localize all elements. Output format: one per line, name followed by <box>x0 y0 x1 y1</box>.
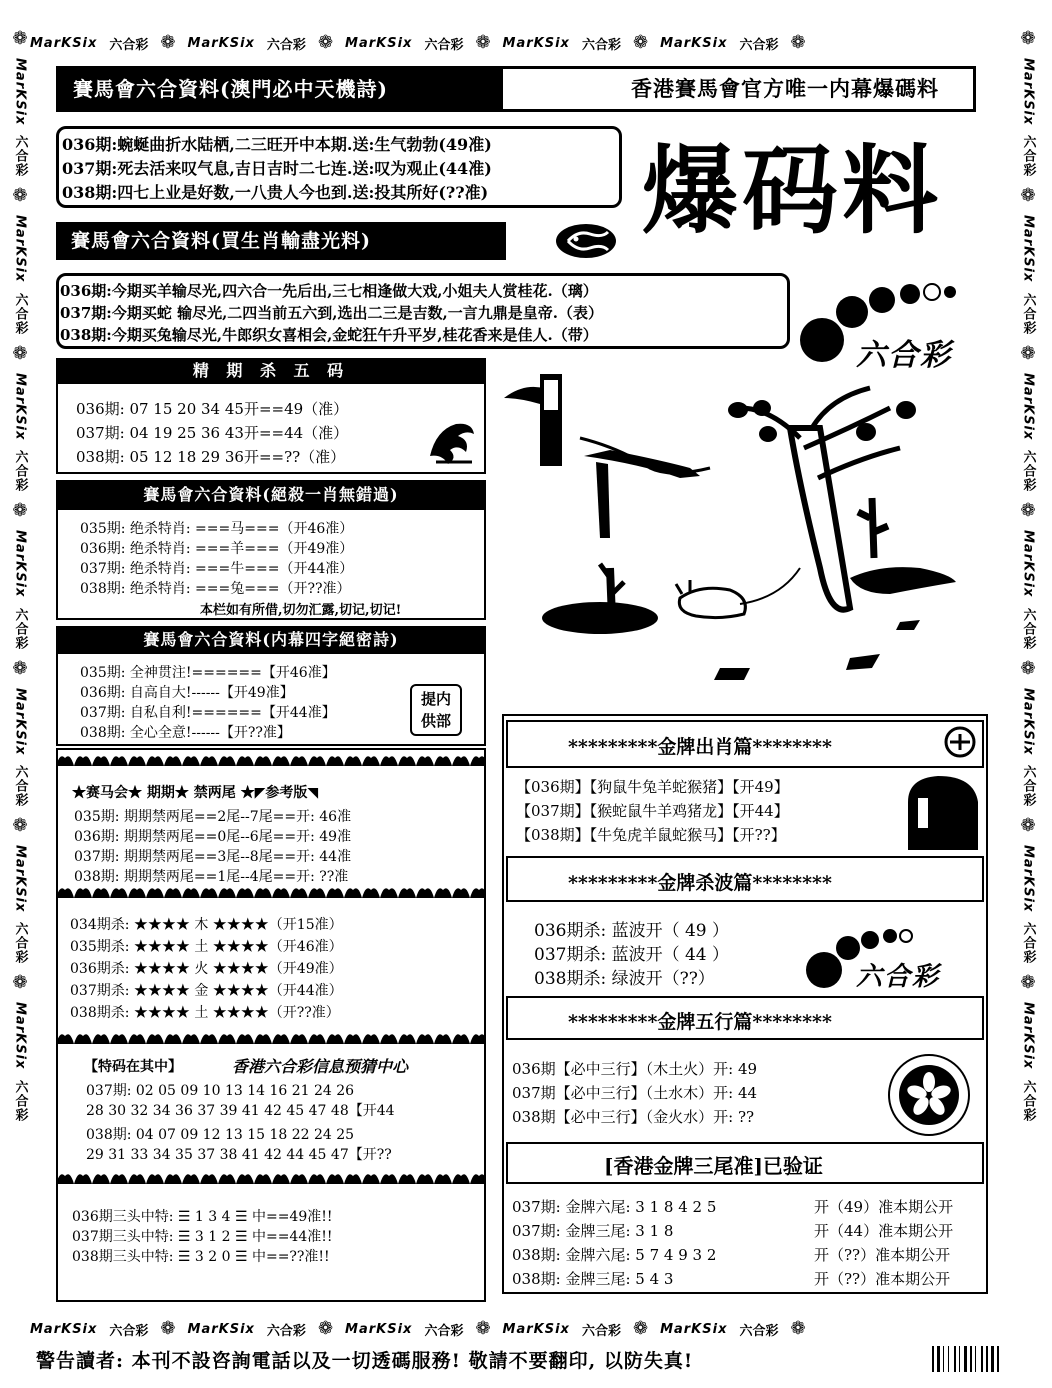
flower-icon: ❁ <box>12 657 28 679</box>
four-words-line-1: 035期: 全神贯注!======【开46准】 <box>80 665 336 681</box>
frame-brand-en: MarKSix <box>1020 530 1036 598</box>
special-line-4: 29 31 33 34 35 37 38 41 42 44 45 47【开?? <box>86 1147 392 1163</box>
flower-icon: ❁ <box>12 815 28 837</box>
internal-stamp-text: 提内供部 <box>420 690 451 730</box>
frame-brand-cn: 六合彩 <box>1020 607 1036 650</box>
wave-divider <box>56 750 486 770</box>
poem-line-3: 038期:四七上业是好数,一八贵人今也到.送:投其所好(??准) <box>62 183 489 202</box>
frame-brand-en: MarKSix <box>502 35 570 51</box>
frame-brand-cn: 六合彩 <box>1020 922 1036 965</box>
gold-tails-left-2: 037期: 金牌三尾: 3 1 8 <box>512 1222 674 1240</box>
landscape-illustration <box>500 368 960 698</box>
flower-icon: ❁ <box>475 32 491 53</box>
five-codes-header-text: 精 期 杀 五 码 <box>192 361 350 380</box>
second-banner-inner <box>59 225 503 257</box>
flower-icon: ❁ <box>12 185 28 207</box>
gold-tails-left-3: 038期: 金牌六尾: 5 7 4 9 3 2 <box>512 1246 717 1264</box>
gold-wave-header: *********金牌杀波篇******** <box>568 872 832 894</box>
wave-divider <box>56 882 486 902</box>
right-frame-strip <box>1012 30 1044 1340</box>
barcode-icon <box>930 1346 1010 1380</box>
gold-elements-line-2: 037期【必中三行】（土水木）开: 44 <box>512 1084 758 1102</box>
flower-icon: ❁ <box>1020 185 1036 207</box>
flower-icon: ❁ <box>1020 657 1036 679</box>
frame-brand-cn: 六合彩 <box>739 37 779 53</box>
four-words-line-2: 036期: 自高自大!------【开49准】 <box>80 685 294 701</box>
gold-elements-line-1: 036期【必中三行】（木土火）开: 49 <box>512 1060 758 1078</box>
five-codes-line-1: 036期: 07 15 20 34 45开==49（准） <box>76 400 349 418</box>
five-codes-header <box>56 358 486 384</box>
gold-wave-line-1: 036期杀: 蓝波开（ 49 ） <box>534 921 730 941</box>
frame-brand-en: MarKSix <box>1020 845 1036 913</box>
two-tails-line-2: 036期: 期期禁两尾==0尾--6尾==开: 49准 <box>74 829 352 845</box>
gold-zodiac-line-2: 【037期】【猴蛇鼠牛羊鸡猪龙】【开44】 <box>516 802 789 820</box>
three-heads-line-3: 038期三头中特: ☰ 3 2 0 ☰ 中==??准!! <box>72 1249 330 1265</box>
two-tails-line-1: 035期: 期期禁两尾==2尾--7尾==开: 46准 <box>74 809 352 825</box>
frame-brand-cn: 六合彩 <box>12 135 28 178</box>
zodiac-line-1: 036期:今期买羊输尽光,四六合一先后出,三七相逢做大戏,小姐夫人赏桂花.（璃） <box>60 282 598 300</box>
frame-brand-en: MarKSix <box>187 1321 255 1337</box>
frame-brand-cn: 六合彩 <box>581 37 621 53</box>
flower-icon: ❁ <box>790 32 806 53</box>
gold-elements-header: *********金牌五行篇******** <box>568 1011 832 1033</box>
frame-brand-cn: 六合彩 <box>1020 292 1036 335</box>
frame-brand-en: MarKSix <box>12 215 28 283</box>
frame-brand-en: MarKSix <box>1020 215 1036 283</box>
frame-brand-en: MarKSix <box>660 35 728 51</box>
gold-tails-right-4: 开（??）准本期公开 <box>814 1270 951 1288</box>
flower-icon: ❁ <box>317 1318 334 1339</box>
gold-tails-left-4: 038期: 金牌三尾: 5 4 3 <box>512 1270 674 1288</box>
flower-icon: ❁ <box>1020 972 1036 994</box>
frame-brand-en: MarKSix <box>30 35 98 51</box>
flower-icon: ❁ <box>12 342 28 364</box>
four-words-line-3: 037期: 自私自利!======【开44准】 <box>80 705 336 721</box>
three-heads-line-2: 037期三头中特: ☰ 3 1 2 ☰ 中==44准!! <box>72 1229 333 1245</box>
frame-brand-cn: 六合彩 <box>424 1323 464 1339</box>
frame-brand-en: MarKSix <box>1020 687 1036 756</box>
five-codes-line-3: 038期: 05 12 18 29 36开==??（准） <box>76 448 346 466</box>
top-banner-left-title: 賽馬會六合資料(澳門必中天機詩) <box>73 77 388 101</box>
gold-wave-logo-text: 六合彩 <box>856 962 941 992</box>
frame-brand-en: MarKSix <box>12 687 28 756</box>
special-title-left: 【特码在其中】 <box>84 1059 182 1075</box>
frame-brand-en: MarKSix <box>30 1321 98 1337</box>
flower-icon: ❁ <box>632 1318 649 1339</box>
second-banner <box>56 222 506 260</box>
bottom-frame-strip <box>30 1318 1030 1340</box>
special-line-3: 038期: 04 07 09 12 13 15 18 22 24 25 <box>86 1127 355 1143</box>
frame-brand-en: MarKSix <box>187 35 255 51</box>
frame-brand-en: MarKSix <box>502 1321 570 1337</box>
flower-icon: ❁ <box>12 972 28 994</box>
gold-elements-line-3: 038期【必中三行】（金火水）开: ?? <box>512 1108 755 1126</box>
kill-zodiac-line-4: 038期: 绝杀特肖: ===兔===（开??准） <box>80 581 351 597</box>
gold-tails-header: [香港金牌三尾准]已验证 <box>604 1154 823 1178</box>
frame-brand-en: MarKSix <box>12 1002 28 1070</box>
gold-wave-line-2: 037期杀: 蓝波开（ 44 ） <box>534 945 730 965</box>
frame-brand-cn: 六合彩 <box>424 37 464 53</box>
four-words-header <box>56 626 486 654</box>
frame-brand-cn: 六合彩 <box>12 922 28 965</box>
elements-kill-line-2: 035期杀: ★★★★ 土 ★★★★（开46准） <box>70 939 343 955</box>
two-tails-line-3: 037期: 期期禁两尾==3尾--8尾==开: 44准 <box>74 849 352 865</box>
logo-text: 六合彩 <box>856 338 952 373</box>
frame-brand-en: MarKSix <box>12 845 28 913</box>
frame-brand-cn: 六合彩 <box>739 1323 779 1339</box>
top-banner <box>56 66 976 112</box>
frame-brand-cn: 六合彩 <box>109 1323 149 1339</box>
four-words-header-text: 賽馬會六合資料(内幕四字絕密詩) <box>143 630 399 649</box>
flower-icon: ❁ <box>475 1318 491 1339</box>
kill-zodiac-line-3: 037期: 绝杀特肖: ===牛===（开44准） <box>80 561 354 577</box>
internal-stamp <box>410 684 462 736</box>
frame-brand-en: MarKSix <box>345 1321 413 1337</box>
frame-brand-en: MarKSix <box>1020 372 1036 441</box>
flower-icon: ❁ <box>12 30 28 49</box>
zodiac-line-3: 038期:今期买兔输尽光,牛郎织女喜相会,金蛇狂午升平岁,桂花香来是佳人.（带） <box>60 326 598 344</box>
frame-brand-en: MarKSix <box>12 58 28 126</box>
elements-kill-line-3: 036期杀: ★★★★ 火 ★★★★（开49准） <box>70 961 343 977</box>
frame-brand-cn: 六合彩 <box>12 450 28 493</box>
frame-brand-cn: 六合彩 <box>1020 450 1036 493</box>
frame-brand-en: MarKSix <box>345 35 413 51</box>
special-title-right: 香港六合彩信息预猜中心 <box>232 1057 409 1076</box>
footer-warning: 警告讀者: 本刊不設咨詢電話以及一切透碼服務! 敬請不要翻印, 以防失真! <box>36 1350 694 1372</box>
frame-brand-en: MarKSix <box>660 1321 728 1337</box>
flower-icon: ❁ <box>632 32 649 53</box>
wave-divider <box>56 1028 486 1048</box>
special-line-2: 28 30 32 34 36 37 39 41 42 45 47 48【开44 <box>86 1103 395 1119</box>
gold-zodiac-line-1: 【036期】【狗鼠牛兔羊蛇猴猪】【开49】 <box>516 778 789 796</box>
kill-zodiac-note: 本栏如有所借,切勿汇露,切记,切记! <box>200 603 402 618</box>
frame-brand-cn: 六合彩 <box>266 1323 306 1339</box>
frame-brand-cn: 六合彩 <box>581 1323 621 1339</box>
two-tails-line-4: 038期: 期期禁两尾==1尾--4尾==开: ??准 <box>74 869 349 885</box>
elements-kill-line-5: 038期杀: ★★★★ 土 ★★★★（开??准） <box>70 1005 340 1021</box>
flower-icon: ❁ <box>1020 815 1036 837</box>
portrait-silhouette-icon <box>898 772 984 852</box>
frame-brand-cn: 六合彩 <box>12 292 28 335</box>
frame-brand-en: MarKSix <box>12 372 28 441</box>
flower-icon: ❁ <box>1020 30 1036 49</box>
kill-zodiac-line-2: 036期: 绝杀特肖: ===羊===（开49准） <box>80 541 354 557</box>
special-line-1: 037期: 02 05 09 10 13 14 16 21 24 26 <box>86 1083 355 1099</box>
frame-brand-cn: 六合彩 <box>12 1079 28 1122</box>
top-banner-left <box>59 69 503 109</box>
dragon-emblem-icon <box>422 410 482 470</box>
flower-icon: ❁ <box>160 32 176 53</box>
frame-brand-en: MarKSix <box>12 530 28 598</box>
frame-brand-cn: 六合彩 <box>266 37 306 53</box>
elements-kill-line-4: 037期杀: ★★★★ 金 ★★★★（开44准） <box>70 983 343 999</box>
gold-tails-right-3: 开（??）准本期公开 <box>814 1246 951 1264</box>
two-tails-title: ★赛马会★ 期期★ 禁两尾 ★◤参考版◥ <box>72 785 319 801</box>
five-codes-line-2: 037期: 04 19 25 36 43开==44（准） <box>76 424 349 442</box>
gold-tails-right-1: 开（49）准本期公开 <box>814 1198 954 1216</box>
gold-wave-line-3: 038期杀: 绿波开（??） <box>534 969 715 989</box>
coin-emblem-icon <box>940 722 980 762</box>
four-words-line-4: 038期: 全心全意!------【开??准】 <box>80 725 291 741</box>
kill-zodiac-header-text: 賽馬會六合資料(絕殺一肖無錯過) <box>143 485 399 504</box>
frame-brand-en: MarKSix <box>1020 58 1036 126</box>
top-frame-strip <box>30 32 1030 54</box>
frame-brand-cn: 六合彩 <box>12 765 28 808</box>
gold-tails-left-1: 037期: 金牌六尾: 3 1 8 4 2 5 <box>512 1198 717 1216</box>
frame-brand-cn: 六合彩 <box>1020 135 1036 178</box>
frame-brand-cn: 六合彩 <box>1020 765 1036 808</box>
flower-icon: ❁ <box>1020 500 1036 522</box>
main-title: 爆码料 <box>642 134 942 247</box>
second-banner-title: 賽馬會六合資料(買生肖輸盡光料) <box>71 230 371 252</box>
top-banner-right-title: 香港賽馬會官方唯一内幕爆碼料 <box>631 76 939 101</box>
frame-brand-cn: 六合彩 <box>12 607 28 650</box>
frame-brand-en: MarKSix <box>1020 1002 1036 1070</box>
kill-zodiac-line-1: 035期: 绝杀特肖: ===马===（开46准） <box>80 521 354 537</box>
left-frame-strip <box>6 30 34 1340</box>
gold-tails-right-2: 开（44）准本期公开 <box>814 1222 954 1240</box>
poem-line-1: 036期:蜿蜒曲折水陆栖,二三旺开中本期.送:生气勃勃(49准) <box>62 135 492 154</box>
kill-zodiac-header <box>56 480 486 510</box>
three-heads-line-1: 036期三头中特: ☰ 1 3 4 ☰ 中==49准!! <box>72 1209 333 1225</box>
flower-icon: ❁ <box>12 500 28 522</box>
fish-emblem-icon <box>554 222 618 260</box>
gold-zodiac-line-3: 【038期】【牛兔虎羊鼠蛇猴马】【开??】 <box>516 826 786 844</box>
flower-icon: ❁ <box>160 1318 176 1339</box>
frame-brand-cn: 六合彩 <box>1020 1079 1036 1122</box>
wave-divider <box>56 1168 486 1188</box>
elements-kill-line-1: 034期杀: ★★★★ 木 ★★★★（开15准） <box>70 917 343 933</box>
poem-line-2: 037期:死去活来叹气息,吉日吉时二七连.送:叹为观止(44准) <box>62 159 492 178</box>
gold-zodiac-header: *********金牌出肖篇******** <box>568 736 832 758</box>
bauhinia-emblem-icon <box>884 1050 974 1140</box>
zodiac-line-2: 037期:今期买蛇 输尽光,二四当前五六到,选出二三是吉数,一言九鼎是皇帝.（表） <box>60 304 603 322</box>
flower-icon: ❁ <box>790 1318 806 1339</box>
frame-brand-cn: 六合彩 <box>109 37 149 53</box>
flower-icon: ❁ <box>1020 342 1036 364</box>
flower-icon: ❁ <box>317 32 334 53</box>
